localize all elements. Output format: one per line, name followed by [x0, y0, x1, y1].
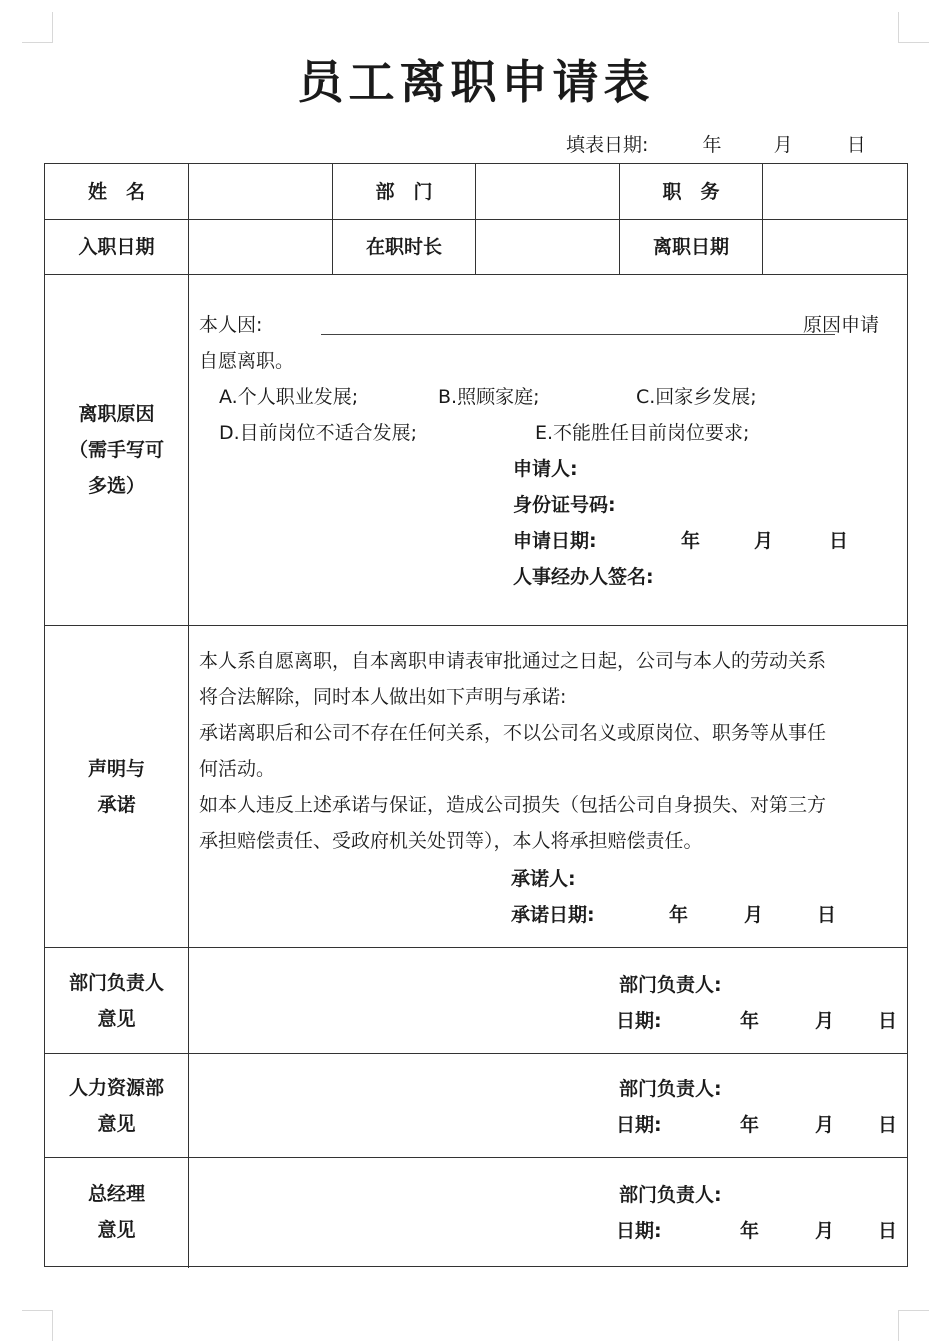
approval-signer-label: 部门负责人: [619, 1078, 722, 1100]
crop-mark-bottom-left [22, 1310, 53, 1341]
crop-mark-top-right [898, 12, 929, 43]
declaration-line: 何活动。 [199, 758, 276, 780]
option-a[interactable]: A.个人职业发展; [219, 386, 359, 408]
hire-date-label: 入职日期 [78, 236, 155, 258]
resignation-form [44, 163, 908, 1267]
approval-signer-label: 部门负责人: [619, 974, 722, 996]
reason-prefix: 本人因: [199, 314, 263, 336]
approval-label-line: 意见 [97, 1219, 136, 1241]
column-divider [188, 164, 189, 1268]
promise-date-month: 月 [744, 904, 764, 926]
declaration-label-line: 承诺 [97, 793, 136, 816]
option-c[interactable]: C.回家乡发展; [636, 386, 757, 408]
position-field[interactable] [763, 164, 907, 219]
approval-signer-label: 部门负责人: [619, 1184, 722, 1206]
declaration-line: 承诺离职后和公司不存在任何关系，不以公司名义或原岗位、职务等从事任 [199, 722, 827, 744]
approval-date-year: 年 [740, 1220, 760, 1242]
approval-label-line: 部门负责人 [68, 971, 164, 994]
approval-date-year: 年 [740, 1114, 760, 1136]
hr-opinion-label [45, 1054, 188, 1157]
declaration-line: 本人系自愿离职，自本离职申请表审批通过之日起，公司与本人的劳动关系 [199, 650, 827, 672]
leave-date-label: 离职日期 [652, 236, 729, 258]
leave-date-field[interactable] [763, 220, 907, 274]
gm-opinion-label [45, 1158, 188, 1266]
declaration-line: 将合法解除，同时本人做出如下声明与承诺: [199, 686, 567, 708]
approval-date-month: 月 [815, 1220, 835, 1242]
fill-date-month: 月 [773, 134, 793, 156]
declaration-line: 承担赔偿责任、受政府机关处罚等），本人将承担赔偿责任。 [199, 830, 703, 852]
promise-date-label: 承诺日期: [511, 904, 595, 926]
department-label: 部 门 [375, 180, 433, 203]
approval-date-label: 日期: [616, 1220, 662, 1242]
page-title: 员工离职申请表 [297, 55, 655, 109]
approval-label-line: 意见 [97, 1007, 136, 1030]
dept-head-opinion-label [45, 948, 188, 1053]
department-field[interactable] [476, 164, 618, 219]
declaration-label-line: 声明与 [87, 757, 145, 780]
hire-date-field[interactable] [189, 220, 331, 274]
reason-blank-line[interactable] [321, 334, 835, 335]
apply-date-label: 申请日期: [513, 530, 597, 552]
approval-label-line: 人力资源部 [68, 1076, 164, 1099]
crop-mark-top-left [22, 12, 53, 43]
reason-label [45, 275, 188, 625]
name-label: 姓 名 [87, 180, 145, 203]
approval-date-label: 日期: [616, 1114, 662, 1136]
option-d[interactable]: D.目前岗位不适合发展; [219, 422, 418, 444]
promise-date-year: 年 [669, 904, 689, 926]
fill-date-day: 日 [846, 134, 866, 156]
approval-date-day: 日 [878, 1220, 898, 1242]
approval-date-month: 月 [815, 1114, 835, 1136]
promisor-label: 承诺人: [511, 868, 576, 890]
applicant-label: 申请人: [513, 458, 578, 480]
approval-date-day: 日 [878, 1114, 898, 1136]
fill-date [566, 132, 866, 158]
approval-date-day: 日 [878, 1010, 898, 1032]
approval-label-line: 意见 [97, 1112, 136, 1135]
reason-label-line: 多选） [87, 475, 145, 497]
approval-date-year: 年 [740, 1010, 760, 1032]
reason-label-line: （需手写可 [68, 439, 164, 461]
name-field[interactable] [189, 164, 331, 219]
apply-date-month: 月 [754, 530, 774, 552]
approval-date-label: 日期: [616, 1010, 662, 1032]
reason-label-line: 离职原因 [78, 403, 155, 425]
declaration-line: 如本人违反上述承诺与保证，造成公司损失（包括公司自身损失、对第三方 [199, 794, 827, 816]
option-b[interactable]: B.照顾家庭; [438, 386, 540, 408]
id-number-label: 身份证号码: [513, 494, 616, 516]
option-e[interactable]: E.不能胜任目前岗位要求; [535, 422, 750, 444]
approval-date-month: 月 [815, 1010, 835, 1032]
apply-date-year: 年 [681, 530, 701, 552]
approval-label-line: 总经理 [87, 1183, 145, 1205]
fill-date-year: 年 [702, 134, 722, 156]
reason-line-2: 自愿离职。 [199, 350, 295, 372]
promise-date-day: 日 [817, 904, 837, 926]
reason-suffix: 原因申请 [803, 314, 880, 336]
tenure-label: 在职时长 [365, 236, 442, 258]
declaration-label [45, 626, 188, 947]
hr-signature-label: 人事经办人签名: [513, 566, 654, 588]
tenure-field[interactable] [476, 220, 618, 274]
apply-date-day: 日 [829, 530, 849, 552]
fill-date-label: 填表日期: [566, 134, 649, 156]
crop-mark-bottom-right [898, 1310, 929, 1341]
position-label: 职 务 [662, 180, 720, 203]
